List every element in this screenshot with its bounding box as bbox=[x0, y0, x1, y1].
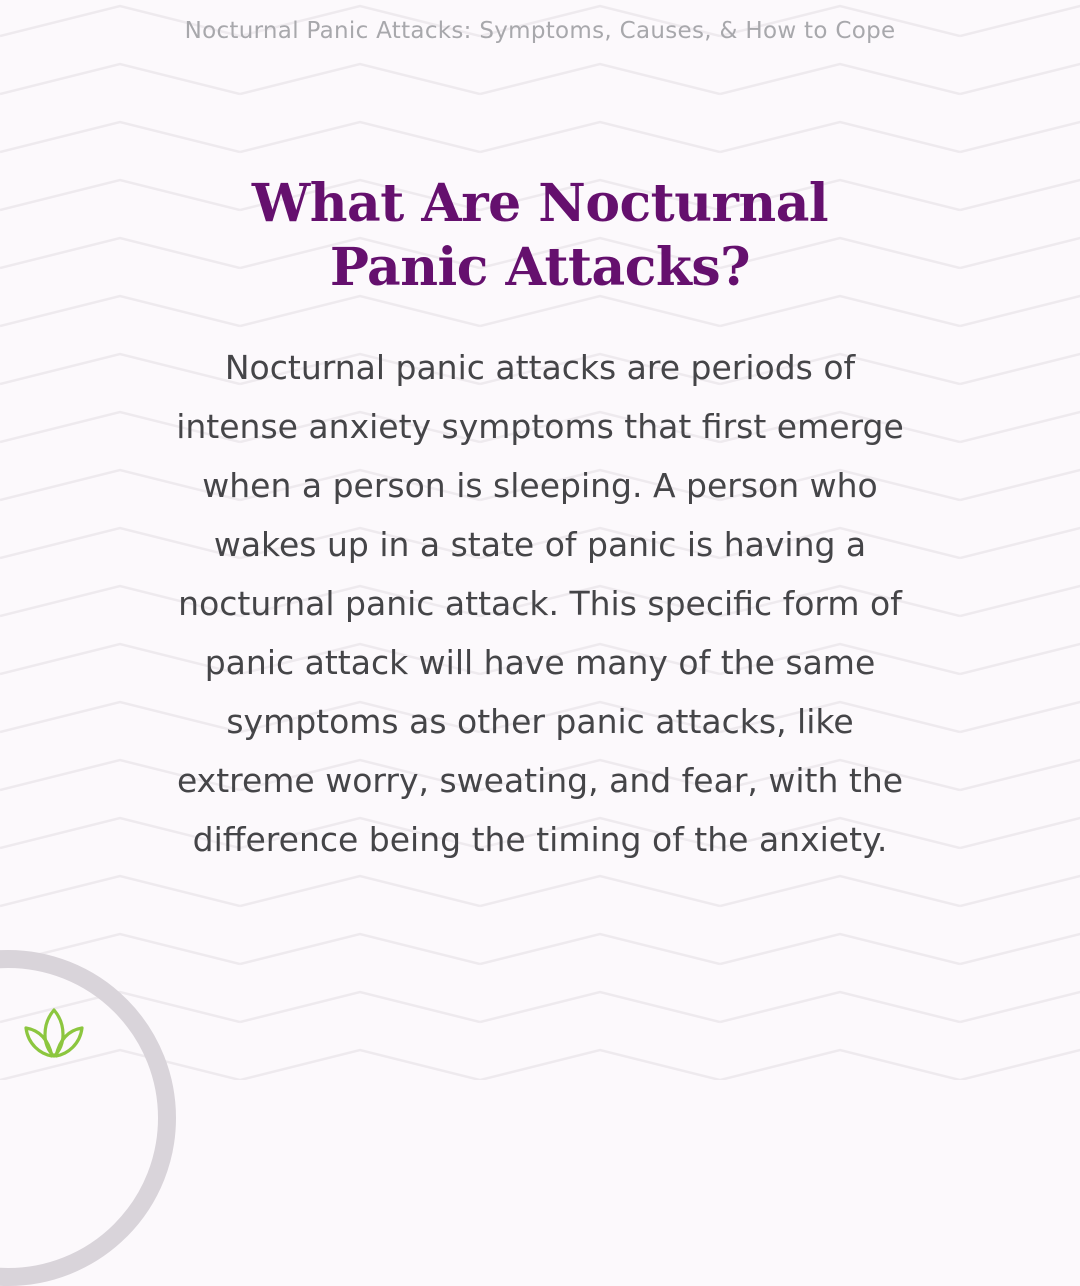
body-line: symptoms as other panic attacks, like bbox=[226, 702, 854, 741]
header-caption: Nocturnal Panic Attacks: Symptoms, Causes, & How to Cope bbox=[184, 18, 896, 44]
body-line: wakes up in a state of panic is having a bbox=[213, 525, 867, 564]
body-paragraph bbox=[110, 338, 970, 869]
body-line: panic attack will have many of the same bbox=[204, 643, 876, 682]
title-line: What Are Nocturnal bbox=[251, 173, 829, 234]
page-title bbox=[140, 172, 940, 300]
lotus-leaf-icon bbox=[22, 1004, 86, 1062]
body-line: nocturnal panic attack. This specific form of bbox=[178, 584, 902, 623]
body-line: Nocturnal panic attacks are periods of bbox=[224, 348, 856, 387]
body-line: when a person is sleeping. A person who bbox=[202, 466, 878, 505]
body-line: intense anxiety symptoms that first emerge bbox=[176, 407, 904, 446]
body-line: difference being the timing of the anxiety. bbox=[192, 820, 888, 859]
title-line: Panic Attacks? bbox=[329, 237, 751, 298]
body-line: extreme worry, sweating, and fear, with the bbox=[176, 761, 904, 800]
